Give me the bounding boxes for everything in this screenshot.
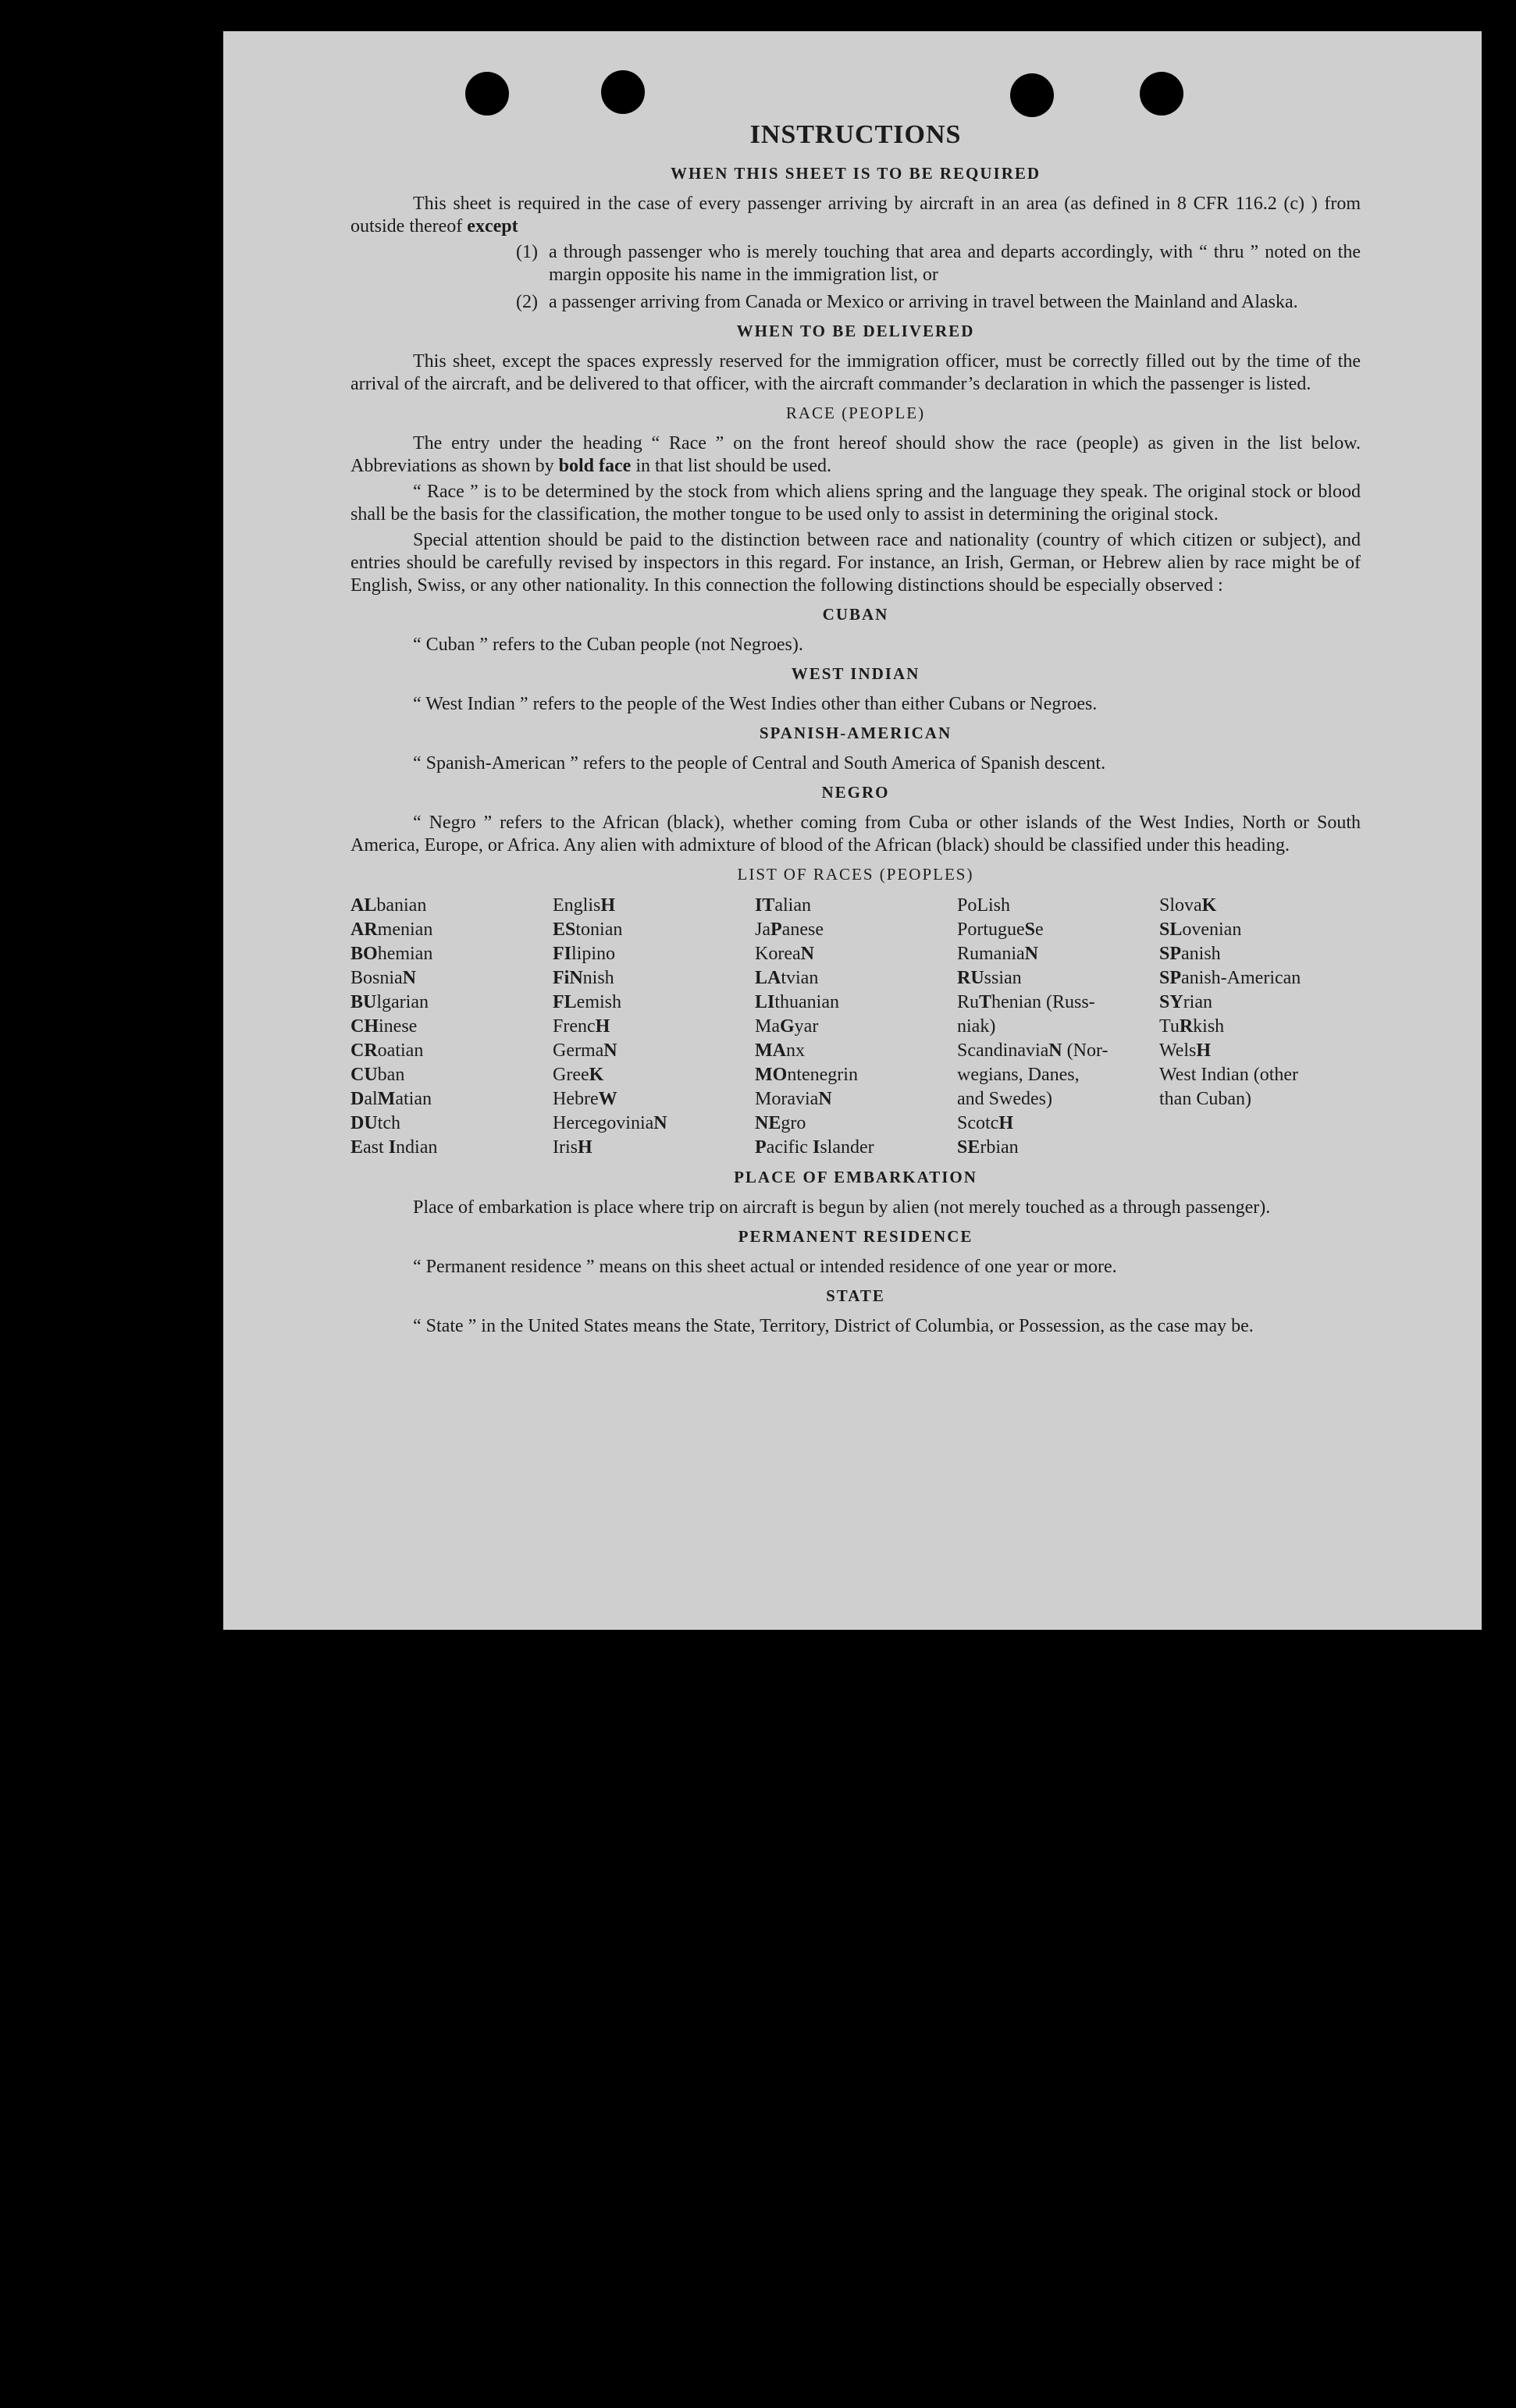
exception-list [351, 241, 1361, 314]
punch-hole [601, 70, 645, 114]
race-entry: PoLish [957, 895, 1011, 916]
race-entry: IrisH [553, 1137, 593, 1158]
race-entry: wegians, Danes, [957, 1065, 1080, 1085]
race-entry: RUssian [957, 968, 1022, 988]
race-entry: LAtvian [755, 968, 819, 988]
state-paragraph: “ State ” in the United States means the State, Territory, District of Columbia, or Possession, as the case may be. [413, 1316, 1254, 1336]
race-entry: FIlipino [553, 944, 616, 964]
race-entry: SErbian [957, 1137, 1019, 1158]
race-entry: ITalian [755, 895, 811, 916]
race-entry: ALbanian [351, 895, 427, 916]
race-entry: JaPanese [755, 919, 824, 940]
race-entry: SlovaK [1159, 895, 1217, 916]
race-entry: ScandinaviaN (Nor- [957, 1040, 1109, 1061]
race-entry: GermaN [553, 1040, 617, 1061]
race-entry: WelsH [1159, 1040, 1212, 1061]
section-heading-negro: NEGRO [821, 783, 890, 802]
race-column [351, 894, 552, 1160]
spanish-american-paragraph: “ Spanish-American ” refers to the people of Central and South America of Spanish descent. [413, 753, 1106, 774]
race-column [957, 894, 1158, 1160]
race-entry: FLemish [553, 992, 621, 1012]
cuban-paragraph: “ Cuban ” refers to the Cuban people (not Negroes). [413, 635, 803, 655]
race-entry: MaGyar [755, 1016, 819, 1037]
race-entry: FrencH [553, 1016, 610, 1037]
race-entry: SLovenian [1159, 919, 1242, 940]
section-heading-delivered: WHEN TO BE DELIVERED [736, 322, 975, 340]
section-heading-state: STATE [826, 1286, 885, 1305]
race-entry: DalMatian [351, 1089, 432, 1109]
race-entry: RumaniaN [957, 944, 1038, 964]
race-entry: East Indian [351, 1137, 438, 1158]
race-entry: niak) [957, 1016, 996, 1037]
section-heading-race: RACE (PEOPLE) [785, 404, 926, 422]
race-entry: HebreW [553, 1089, 617, 1109]
embarkation-paragraph: Place of embarkation is place where trip on aircraft is begun by alien (not merely touched as a through passenger). [413, 1197, 1271, 1218]
race-paragraph: Special attention should be paid to the distinction between race and nationality (country of which citizen or subject), and entries should be carefully revised by inspectors in this regard. For instance, an Irish, German, or Hebrew alien by race might be of English, Swiss, or any other nationality. In this connection the following distinctions should be especially observed : [351, 530, 1361, 596]
race-entry: BOhemian [351, 944, 433, 964]
race-entry: FiNnish [553, 968, 614, 988]
race-entry: EnglisH [553, 895, 616, 916]
race-paragraph: “ Race ” is to be determined by the stock from which aliens spring and the language they speak. The original stock or blood shall be the basis for the classification, the mother tongue to be used only to assist in determining the original stock. [351, 482, 1361, 525]
race-entry: EStonian [553, 919, 623, 940]
race-entry: Pacific Islander [755, 1137, 874, 1158]
race-entry: SPanish [1159, 944, 1221, 964]
punch-hole [465, 72, 509, 116]
race-entry: DUtch [351, 1113, 400, 1133]
race-entry: and Swedes) [957, 1089, 1052, 1109]
instructions-content [351, 120, 1361, 1341]
race-entry: MAnx [755, 1040, 805, 1061]
punch-hole [1010, 73, 1054, 117]
race-entry: NEgro [755, 1113, 806, 1133]
race-entry: West Indian (other [1159, 1065, 1299, 1085]
race-entry: RuThenian (Russ- [957, 992, 1095, 1012]
section-heading-cuban: CUBAN [822, 605, 889, 624]
residence-paragraph: “ Permanent residence ” means on this sheet actual or intended residence of one year or more. [413, 1257, 1117, 1277]
section-heading-embarkation: PLACE OF EMBARKATION [734, 1168, 977, 1186]
west-indian-paragraph: “ West Indian ” refers to the people of the West Indies other than either Cubans or Negroes. [413, 694, 1098, 714]
race-entry: MOntenegrin [755, 1065, 858, 1085]
race-list [351, 894, 1361, 1160]
exception-item: (2) a passenger arriving from Canada or Mexico or arriving in travel between the Mainland and Alaska. [516, 292, 1298, 312]
section-heading-list-of-races: LIST OF RACES (PEOPLES) [737, 865, 974, 884]
exception-item: (1) a through passenger who is merely touching that area and departs accordingly, with “ thru ” noted on the margin opposite his name in the immigration list, or [516, 242, 1361, 285]
race-entry: TuRkish [1159, 1016, 1225, 1037]
delivered-paragraph: This sheet, except the spaces expressly reserved for the immigration officer, must be correctly filled out by the time of the arrival of the aircraft, and be delivered to that officer, with the aircraft commander’s declaration in which the passenger is listed. [351, 351, 1361, 394]
race-column [553, 894, 754, 1160]
punch-hole [1140, 72, 1183, 116]
race-entry: BUlgarian [351, 992, 429, 1012]
section-heading-spanish-american: SPANISH-AMERICAN [759, 724, 952, 742]
race-entry: than Cuban) [1159, 1089, 1251, 1109]
race-column [1159, 894, 1361, 1160]
negro-paragraph: “ Negro ” refers to the African (black), whether coming from Cuba or other islands of the West Indies, North or South America, Europe, or Africa. Any alien with admixture of blood of the African (black) should be classified under this heading. [351, 813, 1361, 855]
race-entry: CRoatian [351, 1040, 424, 1061]
document-page [223, 31, 1482, 1630]
race-entry: HercegoviniaN [553, 1113, 667, 1133]
section-heading-residence: PERMANENT RESIDENCE [738, 1227, 973, 1246]
race-entry: PortugueSe [957, 919, 1044, 940]
race-entry: SPanish-American [1159, 968, 1301, 988]
race-entry: SYrian [1159, 992, 1212, 1012]
race-entry: GreeK [553, 1065, 604, 1085]
section-heading-required: WHEN THIS SHEET IS TO BE REQUIRED [670, 164, 1041, 183]
race-entry: ScotcH [957, 1113, 1013, 1133]
race-entry: MoraviaN [755, 1089, 832, 1109]
page-title: INSTRUCTIONS [749, 120, 962, 149]
race-paragraph: The entry under the heading “ Race ” on the front hereof should show the race (people) as given in the list below. Abbreviations as shown by bold face in that list should be used. [351, 433, 1361, 476]
race-column [755, 894, 956, 1160]
race-entry: CHinese [351, 1016, 418, 1037]
required-paragraph: This sheet is required in the case of every passenger arriving by aircraft in an area (as defined in 8 CFR 116.2 (c) ) from outside thereof except [351, 194, 1361, 237]
race-entry: KoreaN [755, 944, 814, 964]
race-entry: LIthuanian [755, 992, 839, 1012]
race-entry: BosniaN [351, 968, 417, 988]
race-entry: ARmenian [351, 919, 433, 940]
section-heading-west-indian: WEST INDIAN [791, 664, 920, 683]
race-entry: CUban [351, 1065, 405, 1085]
